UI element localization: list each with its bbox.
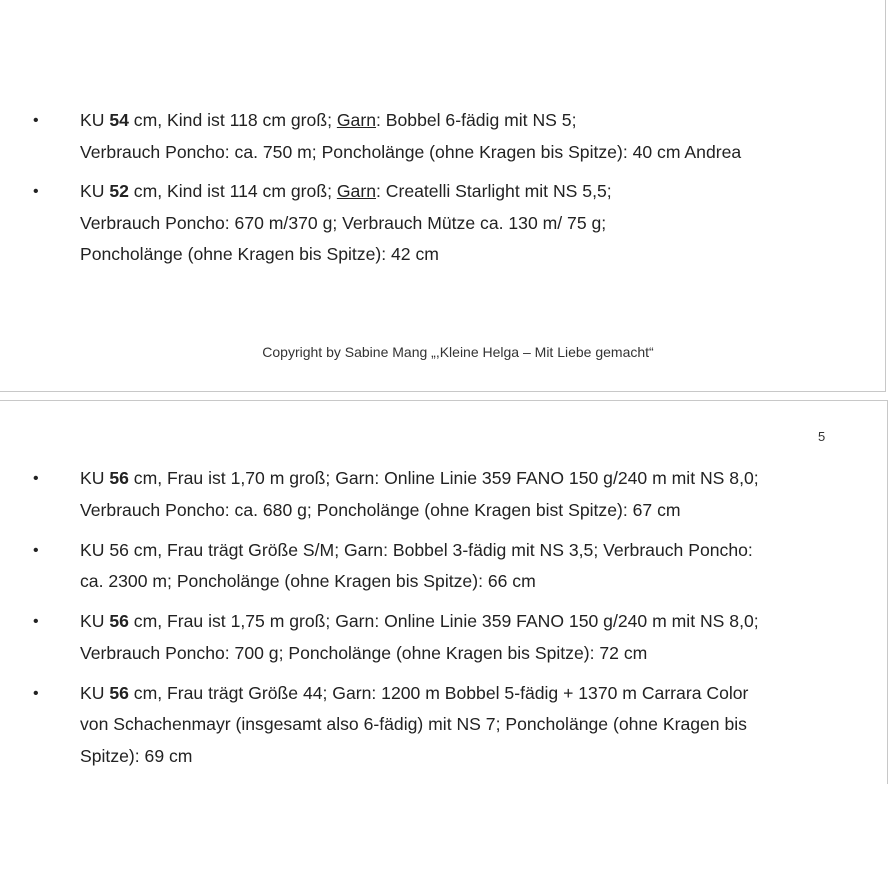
list-item	[0, 678, 870, 773]
list-item	[0, 606, 870, 669]
text-segment: KU 56 cm, Frau trägt Größe S/M; Garn: Bobbel 3-fädig mit NS 3,5; Verbrauch Poncho:	[80, 539, 753, 560]
text-line	[80, 495, 870, 527]
text-segment: Verbrauch Poncho: ca. 750 m; Poncholänge (ohne Kragen bis Spitze): 40 cm Andrea	[80, 141, 742, 162]
text-line	[80, 678, 870, 710]
bold-measure: 54	[109, 110, 129, 130]
text-segment: ca. 2300 m; Poncholänge (ohne Kragen bis Spitze): 66 cm	[80, 571, 536, 591]
text-segment: cm, Kind ist 114 cm groß;	[128, 181, 337, 201]
bullet-icon: •	[33, 541, 39, 559]
bold-measure: 56	[109, 682, 129, 703]
text-line	[80, 535, 870, 567]
underlined-label: Garn	[336, 110, 376, 130]
text-line	[80, 239, 870, 271]
text-line	[80, 606, 870, 638]
text-segment: Verbrauch Poncho: 700 g; Poncholänge (ohne Kragen bis Spitze): 72 cm	[80, 642, 648, 663]
text-line	[80, 208, 870, 240]
text-segment: Spitze): 69 cm	[80, 745, 193, 766]
text-segment: Verbrauch Poncho: ca. 680 g; Poncholänge (ohne Kragen bist Spitze): 67 cm	[80, 499, 681, 520]
text-segment: : Bobbel 6-fädig mit NS 5;	[375, 110, 577, 130]
text-segment: : Createlli Starlight mit NS 5,5;	[375, 181, 612, 201]
bold-measure: 56	[109, 468, 129, 488]
text-line	[80, 709, 870, 741]
text-line	[80, 566, 870, 598]
page-number: 5	[818, 429, 826, 444]
bold-measure: 52	[109, 181, 129, 201]
bullet-icon: •	[33, 613, 39, 630]
list-item	[0, 176, 870, 271]
text-line	[80, 638, 870, 670]
bullet-icon: •	[33, 112, 39, 129]
text-segment: cm, Frau ist 1,70 m groß; Garn: Online Linie 359 FANO 150 g/240 m mit NS 8,0;	[128, 468, 759, 488]
text-segment: cm, Frau ist 1,75 m groß; Garn: Online Linie 359 FANO 150 g/240 m mit NS 8,0;	[128, 611, 759, 631]
text-line	[80, 176, 870, 208]
text-segment: Poncholänge (ohne Kragen bis Spitze): 42 cm	[80, 244, 439, 264]
bullet-icon: •	[33, 183, 39, 200]
bullet-icon: •	[33, 470, 39, 487]
text-segment: KU	[80, 110, 110, 130]
text-segment: von Schachenmayr (insgesamt also 6-fädig) mit NS 7; Poncholänge (ohne Kragen bis	[80, 714, 747, 734]
text-segment: Verbrauch Poncho: 670 m/370 g; Verbrauch Mütze ca. 130 m/ 75 g;	[80, 212, 607, 233]
text-line	[80, 137, 870, 169]
page-gap	[0, 392, 888, 400]
text-segment: KU	[80, 181, 110, 201]
list-item	[0, 535, 870, 598]
text-line	[80, 463, 870, 495]
text-segment: KU	[80, 468, 110, 488]
text-segment: cm, Kind ist 118 cm groß;	[128, 110, 337, 130]
page1-bullet-list	[0, 105, 870, 271]
bullet-icon: •	[33, 684, 39, 702]
underlined-label: Garn	[336, 181, 376, 201]
text-segment: cm, Frau trägt Größe 44; Garn: 1200 m Bobbel 5-fädig + 1370 m Carrara Color	[128, 682, 749, 703]
bold-measure: 56	[109, 611, 129, 631]
list-item	[0, 105, 870, 168]
page2-bullet-list	[0, 463, 870, 772]
text-line	[80, 105, 870, 137]
list-item	[0, 463, 870, 526]
text-segment: KU	[80, 682, 110, 703]
copyright-footer: Copyright by Sabine Mang „,Kleine Helga – Mit Liebe gemacht“	[262, 344, 654, 360]
text-line	[80, 741, 870, 773]
text-segment: KU	[80, 611, 110, 631]
